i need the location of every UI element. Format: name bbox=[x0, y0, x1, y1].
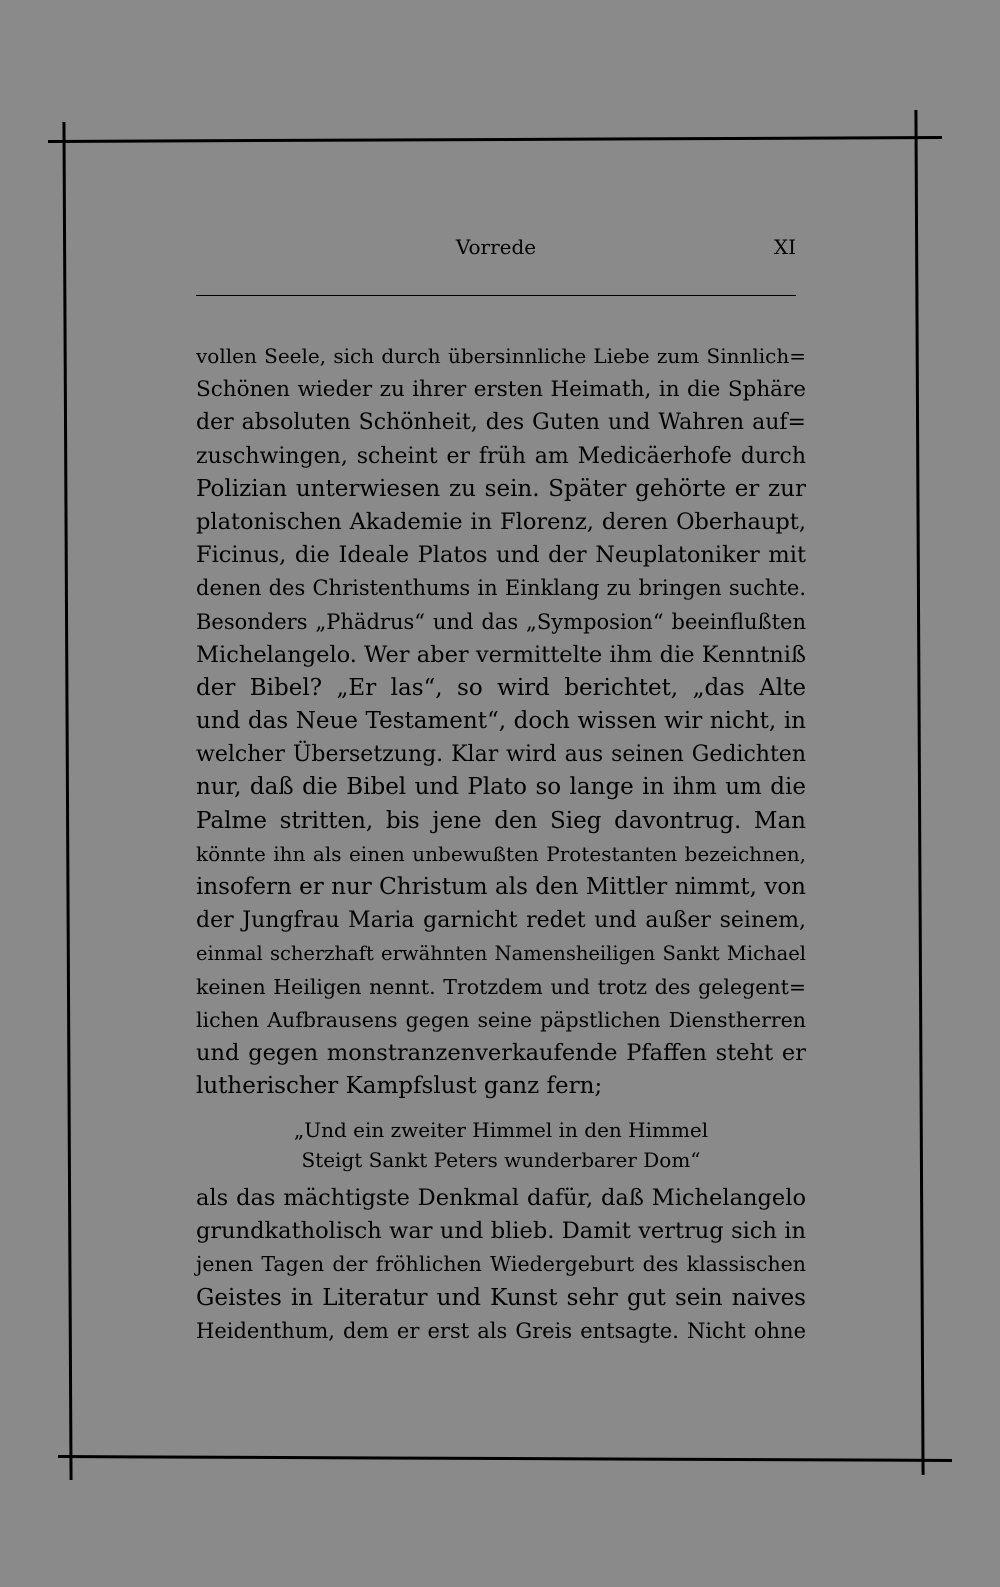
body-paragraph-1 bbox=[196, 340, 806, 1103]
text-line: platonischen Akademie in Florenz, deren Oberhaupt, bbox=[196, 508, 806, 535]
text-line: Geistes in Literatur und Kunst sehr gut sein naives bbox=[196, 1284, 806, 1311]
text-line: einmal scherzhaft erwähnten Namensheiligen Sankt Michael bbox=[196, 942, 806, 966]
frame-bottom-rule bbox=[58, 1455, 952, 1462]
frame-right-rule bbox=[914, 110, 924, 1475]
text-line: jenen Tagen der fröhlichen Wiedergeburt des klassischen bbox=[196, 1252, 806, 1277]
text-line: und gegen monstranzenverkaufende Pfaffen steht er bbox=[196, 1039, 806, 1066]
text-line: als das mächtigste Denkmal dafür, daß Michelangelo bbox=[196, 1185, 806, 1211]
verse-line: Steigt Sankt Peters wunderbarer Dom“ bbox=[301, 1148, 701, 1172]
body-paragraph-2 bbox=[196, 1182, 806, 1348]
header-divider bbox=[196, 295, 796, 296]
text-line: könnte ihn als einen unbewußten Protestanten bezeichnen, bbox=[196, 841, 806, 866]
text-line: keinen Heiligen nennt. Trotzdem und trotz des gelegent= bbox=[196, 974, 806, 999]
text-line: nur, daß die Bibel und Plato so lange in ihm um die bbox=[196, 774, 806, 801]
text-line: welcher Übersetzung. Klar wird aus seinen Gedichten bbox=[196, 742, 806, 768]
frame-top-rule bbox=[48, 136, 942, 143]
text-line: zuschwingen, scheint er früh am Medicäerhofe durch bbox=[196, 443, 806, 469]
text-line: der absoluten Schönheit, des Guten und Wahren auf= bbox=[196, 410, 806, 436]
text-line: Heidenthum, dem er erst als Greis entsagte. Nicht ohne bbox=[196, 1318, 806, 1343]
text-line: Schönen wieder zu ihrer ersten Heimath, in die Sphäre bbox=[196, 377, 806, 403]
text-line: lutherischer Kampfslust ganz fern; bbox=[196, 1073, 603, 1100]
text-line: grundkatholisch war und blieb. Damit vertrug sich in bbox=[196, 1218, 806, 1245]
text-line: Besonders „Phädrus“ und das „Symposion“ beeinflußten bbox=[196, 609, 806, 634]
text-line: Michelangelo. Wer aber vermittelte ihm die Kenntniß bbox=[196, 641, 806, 668]
text-line: Ficinus, die Ideale Platos und der Neuplatoniker mit bbox=[196, 542, 806, 569]
text-line: und das Neue Testament“, doch wissen wir nicht, in bbox=[196, 708, 806, 735]
text-line: lichen Aufbrausens gegen seine päpstlichen Dienstherren bbox=[196, 1007, 806, 1032]
running-head: Vorrede bbox=[455, 235, 537, 259]
text-line: der Bibel? „Er las“, so wird berichtet, „das Alte bbox=[196, 674, 806, 701]
verse-line: „Und ein zweiter Himmel in den Himmel bbox=[293, 1118, 709, 1142]
page-number: XI bbox=[773, 235, 796, 259]
text-line: Palme stritten, bis jene den Sieg davontrug. Man bbox=[196, 807, 806, 834]
page-header bbox=[196, 233, 796, 263]
verse-quotation bbox=[196, 1115, 806, 1175]
text-line: denen des Christenthums in Einklang zu bringen suchte. bbox=[196, 576, 806, 601]
text-line: insofern er nur Christum als den Mittler nimmt, von bbox=[196, 874, 806, 900]
text-line: Polizian unterwiesen zu sein. Später gehörte er zur bbox=[196, 475, 806, 502]
text-line: der Jungfrau Maria garnicht redet und außer seinem, bbox=[196, 908, 806, 934]
text-line: vollen Seele, sich durch übersinnliche Liebe zum Sinnlich= bbox=[196, 344, 806, 368]
frame-left-rule bbox=[62, 122, 72, 1480]
